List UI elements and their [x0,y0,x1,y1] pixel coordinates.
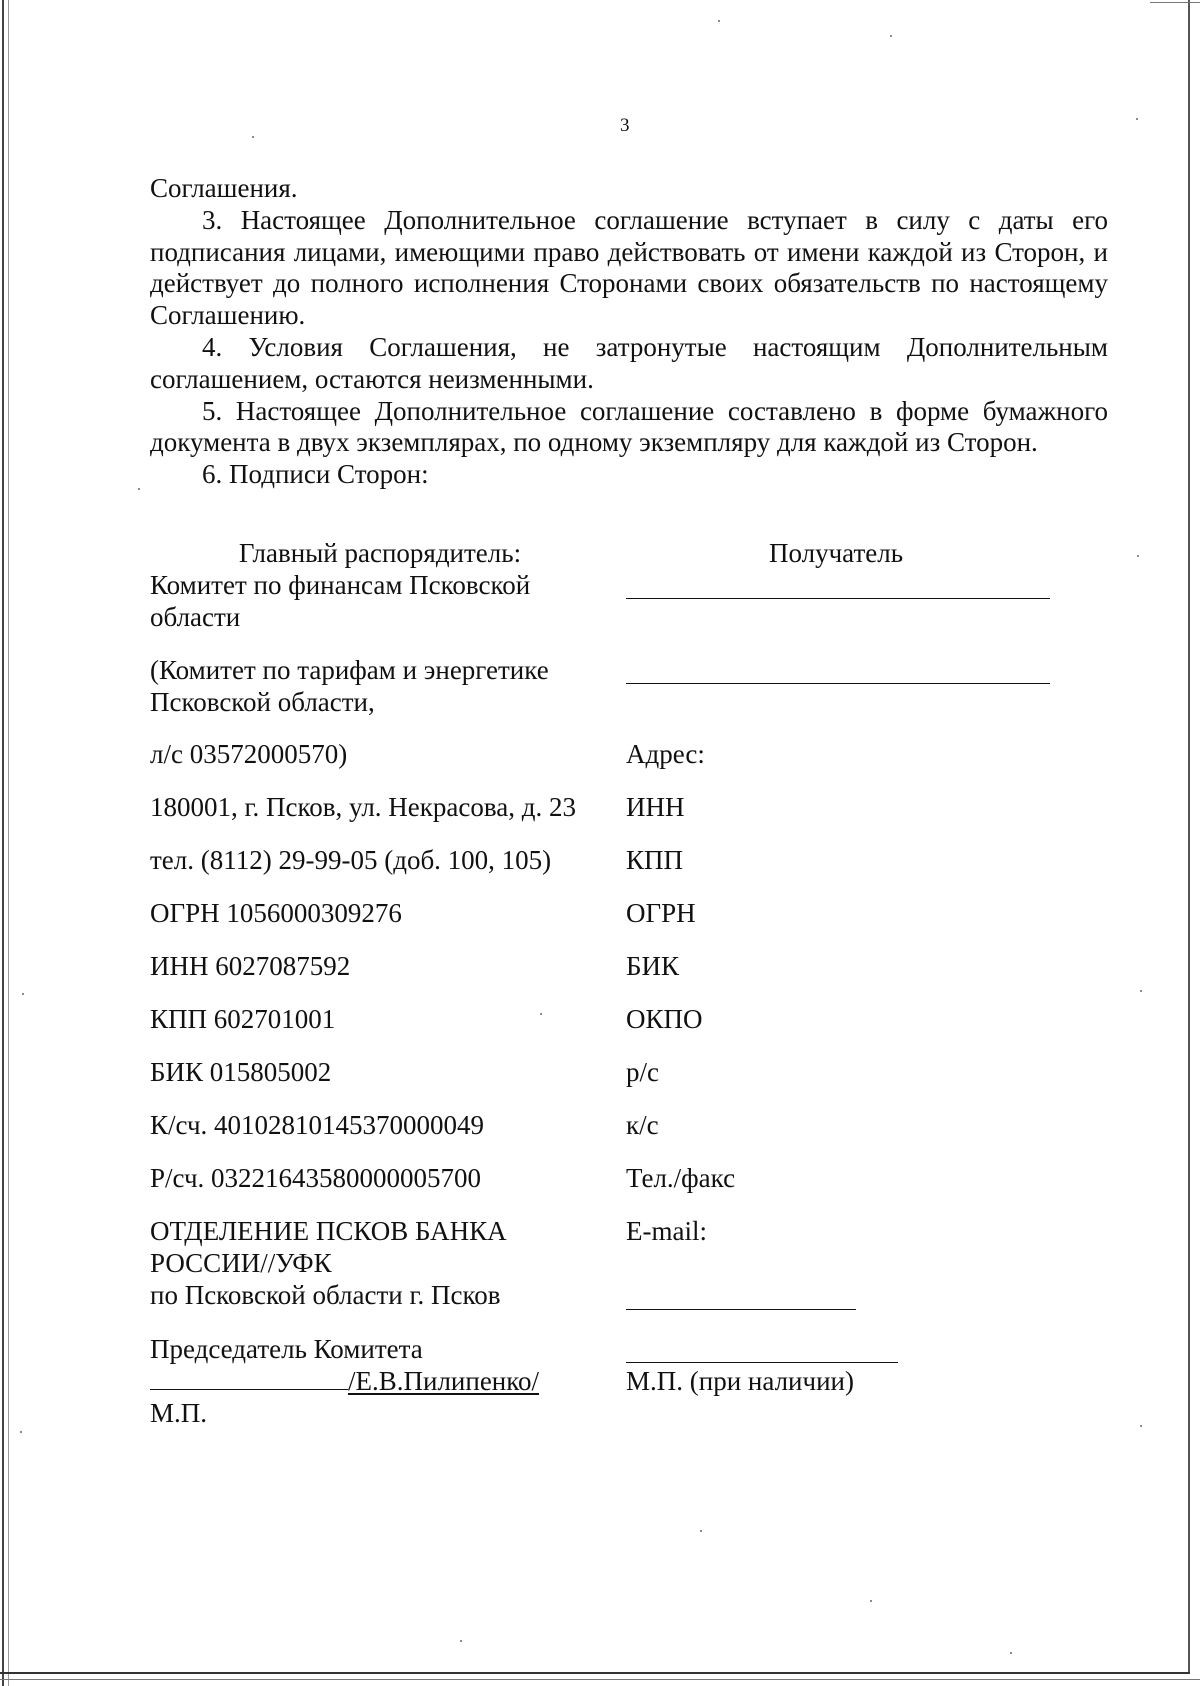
scan-edge-top [1150,2,1200,3]
right-heading: Получатель [768,538,904,568]
right-kpp: КПП [626,845,684,875]
scan-speck [700,1530,702,1532]
agreement-text [150,173,1108,491]
scan-speck [1136,118,1138,120]
scan-edge-left-inner [8,0,9,1686]
left-kpp: КПП 602701001 [150,1004,336,1034]
scan-speck [1140,1425,1142,1427]
right-rs: р/с [626,1057,659,1087]
left-account: л/с 03572000570) [150,739,348,769]
right-ks: к/с [626,1110,659,1140]
right-okpo: ОКПО [626,1004,703,1034]
scan-speck [1010,1652,1012,1654]
recipient-chair-line [626,1362,898,1363]
left-bik: БИК 015805002 [150,1057,332,1087]
scan-speck [870,1600,872,1602]
scan-edge-bottom [0,1672,1190,1674]
scan-speck [20,1431,22,1433]
right-inn: ИНН [626,792,685,822]
right-email: E-mail: [626,1216,707,1246]
left-ogrn: ОГРН 1056000309276 [150,898,402,928]
left-bank-line2: РОССИИ//УФК [150,1248,332,1278]
scan-speck [22,993,24,995]
left-org-line2: области [150,602,241,632]
left-signer: /Е.В.Пилипенко/ [348,1366,540,1396]
paragraph-3: 3. Настоящее Дополнительное соглашение вступает в силу с даты его подписания лицами, имеющими право действовать от имени каждой из Сторон, и действует до полного исполнения Сторонами своих обязательств по настоящему Соглашению. [150,204,1108,331]
right-ogrn: ОГРН [626,898,696,928]
scan-edge-left [2,0,4,1686]
page-number: 3 [620,115,630,136]
right-bik: БИК [626,951,680,981]
right-phone: Тел./факс [626,1163,736,1193]
left-ks: К/сч. 40102810145370000049 [150,1110,485,1140]
scan-speck [252,136,254,138]
paragraph-6: 6. Подписи Сторон: [202,459,429,490]
recipient-name-line-2 [626,683,1050,684]
scan-speck [1140,990,1142,992]
left-stamp: М.П. [150,1398,208,1428]
left-bank-line3: по Псковской области г. Псков [150,1280,501,1310]
left-org-line1: Комитет по финансам Псковской [150,570,531,600]
left-rs: Р/сч. 03221643580000005700 [150,1163,482,1193]
scan-speck [540,1013,542,1015]
left-phone: тел. (8112) 29-99-05 (доб. 100, 105) [150,845,552,875]
left-sub-line2: Псковской области, [150,687,375,717]
scan-edge-bottom-inner [0,1679,1200,1680]
paragraph-5: 5. Настоящее Дополнительное соглашение составлено в форме бумажного документа в двух экземплярах, по одному экземпляру для каждой из Сторон. [150,395,1108,458]
left-address: 180001, г. Псков, ул. Некрасова, д. 23 [150,792,576,822]
scan-speck [138,488,140,490]
left-chair: Председатель Комитета [150,1334,423,1364]
left-sub-line1: (Комитет по тарифам и энергетике [150,655,549,685]
recipient-signature-line [626,1309,856,1310]
right-stamp: М.П. (при наличии) [626,1366,854,1396]
scan-speck [1137,555,1139,557]
scan-edge-right [1188,0,1190,1672]
scan-speck [460,1640,462,1642]
left-heading: Главный распорядитель: [238,538,522,568]
left-signature-line [150,1366,610,1397]
signature-blank [150,1367,348,1390]
right-address: Адрес: [626,739,705,769]
scan-speck [718,20,720,22]
left-bank-line1: ОТДЕЛЕНИЕ ПСКОВ БАНКА [150,1216,507,1246]
paragraph-4: 4. Условия Соглашения, не затронутые настоящим Дополнительным соглашением, остаются неизменными. [150,331,1108,394]
scan-speck [890,35,892,37]
recipient-name-line-1 [626,598,1050,599]
left-inn: ИНН 6027087592 [150,951,351,981]
paragraph-continuation: Соглашения. [150,173,298,203]
